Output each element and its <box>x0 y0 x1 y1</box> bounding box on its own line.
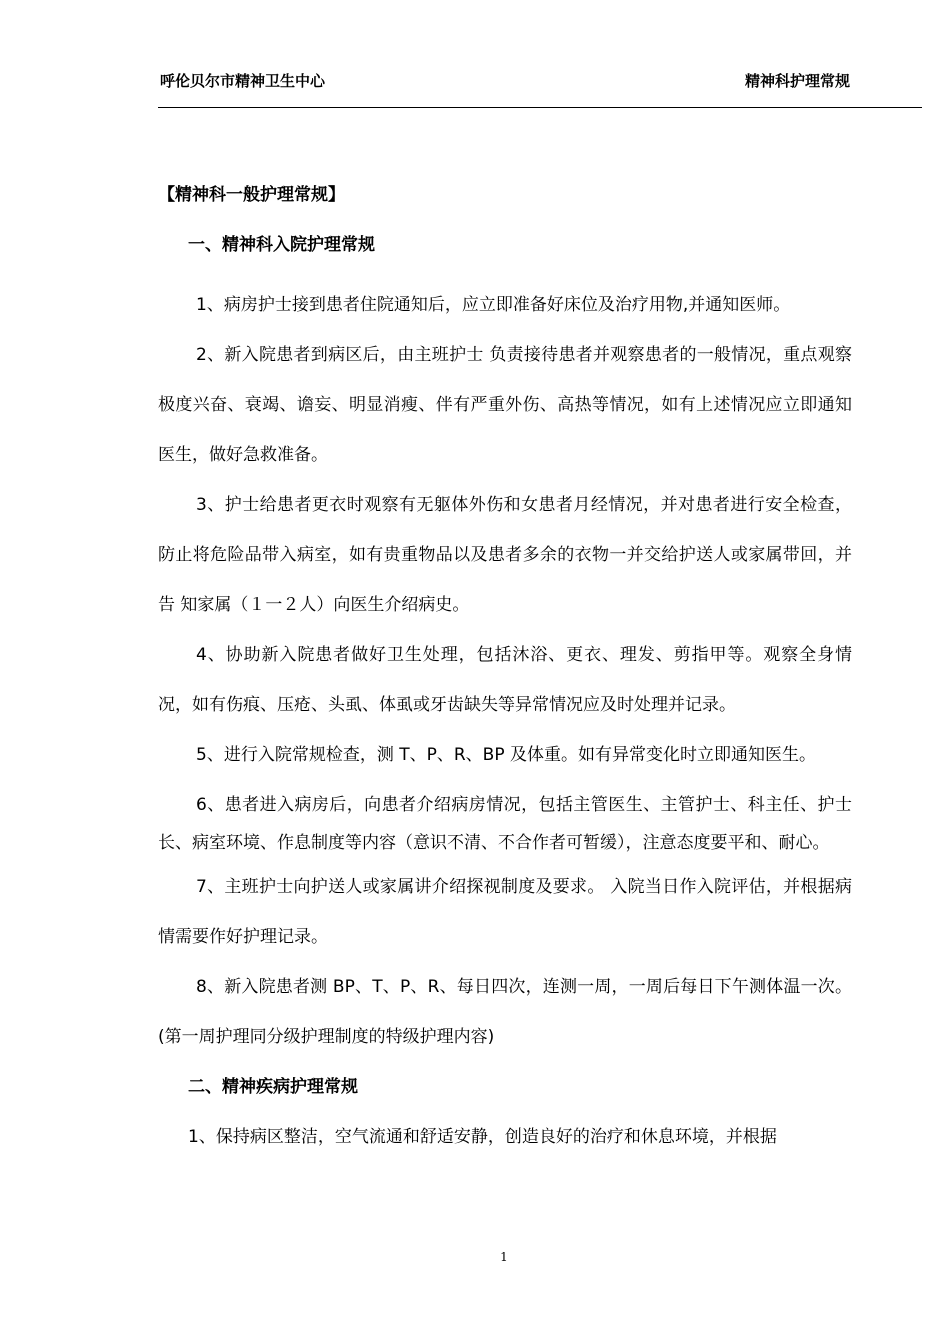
part1-item-6: 6、患者进入病房后，向患者介绍病房情况，包括主管医生、主管护士、科主任、护士长、病室环境、作息制度等内容（意识不清、不合作者可暂缓），注意态度要平和、耐心。 <box>158 795 852 853</box>
part1-item-8: 8、新入院患者测 BP、T、P、R、每日四次，连测一周，一周后每日下午测体温一次。(第一周护理同分级护理制度的特级护理内容) <box>158 977 852 1047</box>
part1-item-5: 5、进行入院常规检查，测 T、P、R、BP 及体重。如有异常变化时立即通知医生。 <box>196 745 816 765</box>
part1-item-7: 7、主班护士向护送人或家属讲介绍探视制度及要求。 入院当日作入院评估，并根据病情需要作好护理记录。 <box>158 877 852 947</box>
part2-heading: 二、精神疾病护理常规 <box>188 1077 358 1097</box>
page-number: 1 <box>500 1250 508 1264</box>
header-document-title: 精神科护理常规 <box>744 72 850 90</box>
part1-item-3: 3、护士给患者更衣时观察有无躯体外伤和女患者月经情况，并对患者进行安全检查，防止将危险品带入病室，如有贵重物品以及患者多余的衣物一并交给护送人或家属带回，并告 知家属（１一２人）向医生介绍病史。 <box>158 495 852 615</box>
part1-item-4: 4、协助新入院患者做好卫生处理，包括沐浴、更衣、理发、剪指甲等。观察全身情况，如有伤痕、压疮、头虱、体虱或牙齿缺失等异常情况应及时处理并记录。 <box>158 645 852 715</box>
part2-item-1: 1、保持病区整洁，空气流通和舒适安静，创造良好的治疗和休息环境，并根据 <box>188 1127 777 1147</box>
section-title: 【精神科一般护理常规】 <box>158 185 345 205</box>
part1-heading: 一、精神科入院护理常规 <box>188 235 375 255</box>
part1-item-2: 2、新入院患者到病区后，由主班护士 负责接待患者并观察患者的一般情况，重点观察极度兴奋、衰竭、谵妄、明显消瘦、伴有严重外伤、高热等情况，如有上述情况应立即通知医生，做好急救准备。 <box>158 345 852 465</box>
document-body <box>158 180 852 1162</box>
header-divider <box>158 107 922 108</box>
header-organization: 呼伦贝尔市精神卫生中心 <box>160 72 326 90</box>
page-header <box>160 70 850 94</box>
part1-item-1: 1、病房护士接到患者住院通知后，应立即准备好床位及治疗用物,并通知医师。 <box>196 295 791 315</box>
